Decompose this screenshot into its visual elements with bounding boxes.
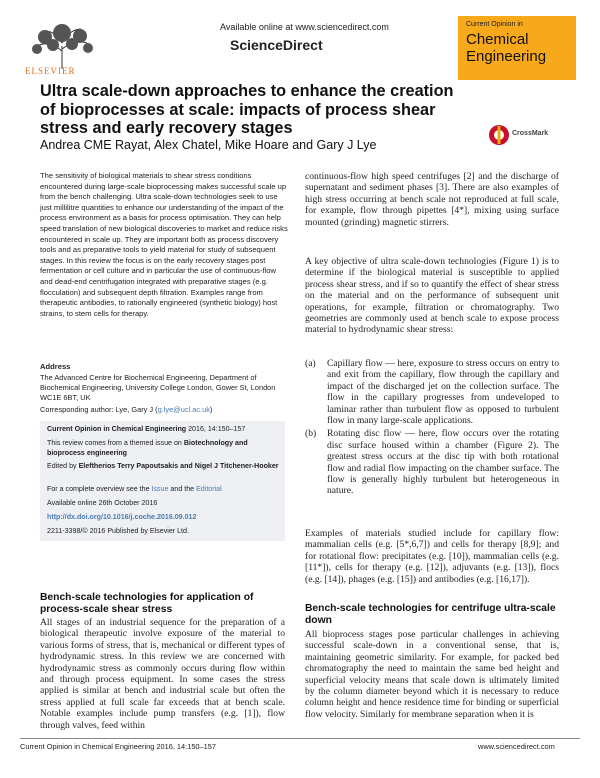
article-info-box [40,421,285,541]
copyright: 2211-3398/© 2016 Published by Elsevier Ltd. [47,527,189,535]
list-item-label: (b) [305,428,317,440]
right-paragraph-3: Examples of materials studied include for capillary flow: mammalian cells (e.g. [5*,6,7]) and cells for therapy [8,9]; and for rotational flow: precipitates (e.g. [10]), mammalian cells (e.g. [11*]), cells for therapy (e.g. [12]), adjuvants (e.g. [13]), flocs (e.g. [14]), phages (e.g. [15]) and antibodies (e.g. [16,17]). [305,528,559,585]
section-heading-bench-scale: Bench-scale technologies for application of process-scale shear stress [40,592,254,615]
article-title: Ultra scale-down approaches to enhance the creation of bioprocesses at scale: impacts of process shear stress and early recovery stages [40,82,454,137]
list-item-text: Capillary flow — here, exposure to stress occurs on entry to and exit from the capillary, flow through the capillary and impact of the discharged jet on the collection surface. The flow in the capillary progresses from undeveloped to laminar rather than turbulent flow as opposed to turbulent flow in many large-scale applications. [327,358,559,427]
list-item [305,428,559,496]
edited-by [47,462,279,472]
corresponding-email-link[interactable]: g.lye@ucl.ac.uk [157,405,210,414]
list-item [305,358,559,426]
address-heading: Address [40,362,71,371]
journal-badge [458,16,576,80]
editors: Eleftherios Terry Papoutsakis and Nigel J Titchener-Hooker [78,462,279,470]
abstract: The sensitivity of biological materials to shear stress conditions encountered during large-scale bioprocessing makes successful scale up from the bench challenging. Ultra scale-down technologies seek to use just millilitre quantities to enhance our understanding of the impact of the process environment as a basis for process optimisation. They can help speed translation of new biological discoveries to market and reduce risks encountered in scale up. They are important both as process discovery tools and as preparative tools to yield material for study of subsequent stages. In this review the focus is on the early recovery stages post fermentation or cell culture and in particular the use of continuous-flow and dead-end centrifugation integrated with preparative stages (e.g. flocculation) and subsequent depth filtration. Examples range from therapeutic antibodies, to rationally engineered (synthetic biology) host strains, to stem cells for therapy. [40,171,288,318]
corresponding-prefix: Corresponding author: Lye, Gary J ( [40,405,158,414]
right-paragraph-2: A key objective of ultra scale-down technologies (Figure 1) is to determine if the biological material is susceptible to applied process shear stress, and if so to quantify the effect of shear stress on the material and on the performance of subsequent unit operations, for example, filtration or chromatography. Two geometries are commonly used at bench scale to expose process material to hydrodynamic shear stress: [305,256,559,336]
and-the: and the [168,485,197,493]
footer-citation: Current Opinion in Chemical Engineering 2016, 14:150–157 [20,742,216,751]
available-date: Available online 26th October 2016 [47,499,158,507]
journal-reference [47,425,279,435]
crossmark-badge[interactable] [488,124,558,146]
article-authors: Andrea CME Rayat, Alex Chatel, Mike Hoare and Gary J Lye [40,138,377,152]
footer-url[interactable]: www.sciencedirect.com [478,742,555,751]
crossmark-label: CrossMark [512,130,549,137]
overview-prefix: For a complete overview see the [47,485,152,493]
right-paragraph-4: All bioprocess stages pose particular challenges in achieving successful scale-down in a conventional sense, that is, maintaining geometric similarity. For example, for packed bed chromatography the need to maintain the same bed height and superficial velocity means that scale down is ultimately limited by the column diameter beyond which it is necessary to reduce column height and hence residence time for binding or superficial flow velocity. Similarly for membrane separation when it is [305,629,559,720]
section-body-bench-scale: All stages of an industrial sequence for the preparation of a biological therapeutic involve exposure of the material to various forms of stress, that is, mechanical or different types of hydrodynamic stress. In this review we are concerned with hydrodynamic stress as commonly occurs during flow within and through process equipment. In some cases the stress applied is similar at bench and industrial scale but often the stress applied at full scale far exceeds that at bench scale. Notable examples include pump transfers (e.g. [1]), flow through valves, feed within [40,617,285,731]
journal-ref-rest: 2016, 14:150–157 [186,425,246,433]
journal-ref-name: Current Opinion in Chemical Engineering [47,425,187,433]
issue-link[interactable]: Issue [151,485,169,493]
edited-prefix: Edited by [47,462,79,470]
publisher-logo-text: ELSEVIER [25,66,76,76]
doi-link[interactable]: http://dx.doi.org/10.1016/j.coche.2016.09.012 [47,513,197,521]
crossmark-icon [488,124,510,146]
right-paragraph-1: continuous-flow high speed centrifuges [2] and the discharge of supernatant and sediment phases [3]. There are also examples of high stress occurring at bench scale not reproduced at full scale, for example, flow through pipettes [4*], mixing using surface mounted (grinding) magnetic stirrers. [305,171,559,228]
corresponding-suffix: ) [209,405,213,414]
list-item-label: (a) [305,358,316,369]
journal-badge-line2: Engineering [466,48,547,65]
list-item-text: Rotating disc flow — here, flow occurs over the rotating disc surface housed within a chamber (Figure 2). The greatest stress occurs at the disc tip with both rotational flow and radial flow impacting on the chamber surface. The flow is generally highly turbulent but heterogeneous in nature. [327,428,559,497]
themed-prefix: This review comes from a themed issue on [47,439,184,447]
section-heading-centrifuge: Bench-scale technologies for centrifuge ultra-scale down [305,603,556,626]
address: The Advanced Centre for Biochemical Engineering, Department of Biochemical Engineering, University College London, Gower St, London WC1E 6BT, UK [40,373,276,402]
themed-issue-name: Biotechnology and bioprocess engineering [47,439,248,457]
themed-issue [47,439,279,458]
geometry-list [305,358,559,499]
platform-name[interactable]: ScienceDirect [230,37,323,53]
footer-divider [20,738,580,739]
available-online-text[interactable]: Available online at www.sciencedirect.com [220,22,389,32]
editorial-link[interactable]: Editorial [196,485,222,493]
journal-badge-title [466,31,546,65]
journal-badge-small: Current Opinion in [466,21,523,28]
corresponding-author [40,405,212,414]
journal-badge-line1: Chemical [466,31,529,48]
overview [47,485,279,495]
